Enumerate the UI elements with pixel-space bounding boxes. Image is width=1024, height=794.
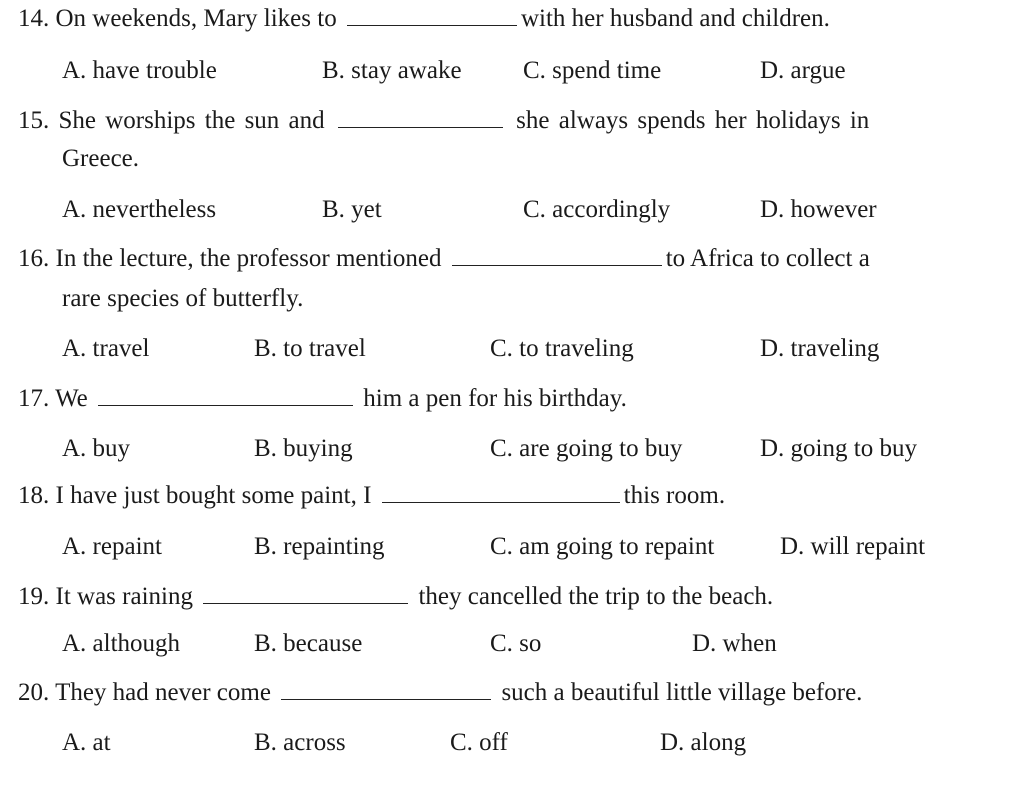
option-b[interactable]: B. to travel [254,335,366,362]
question-14 [18,4,978,34]
question-continuation: rare species of butterfly. [62,285,304,312]
question-text-before: It was raining [55,583,193,610]
question-text-after: they cancelled the trip to the beach. [418,583,774,610]
option-b[interactable]: B. because [254,630,363,657]
question-number: 15. [18,107,50,134]
option-c[interactable]: C. to traveling [490,335,634,362]
option-d[interactable]: D. however [760,196,877,223]
answer-blank[interactable] [338,109,503,128]
question-15 [18,106,978,136]
option-d[interactable]: D. argue [760,57,846,84]
option-d[interactable]: D. along [660,729,747,756]
question-continuation: Greece. [62,145,140,172]
option-d[interactable]: D. traveling [760,335,880,362]
question-text-before: She worships the sun and [58,107,325,134]
question-text-after: this room. [623,482,726,509]
option-c[interactable]: C. are going to buy [490,435,683,462]
question-20 [18,678,978,708]
option-d[interactable]: D. when [692,630,777,657]
option-d[interactable]: D. will repaint [780,533,926,560]
question-text-after: with her husband and children. [520,5,830,32]
question-text-before: We [55,385,88,412]
question-16 [18,244,978,274]
question-number: 17. [18,385,50,412]
answer-blank[interactable] [98,387,353,406]
question-number: 20. [18,679,50,706]
option-b[interactable]: B. stay awake [322,57,462,84]
question-text-after: to Africa to collect a [665,245,870,272]
option-a[interactable]: A. travel [62,335,150,362]
answer-blank[interactable] [452,247,662,266]
question-text-before: In the lecture, the professor mentioned [55,245,442,272]
option-b[interactable]: B. yet [322,196,382,223]
question-text-before: On weekends, Mary likes to [55,5,337,32]
option-a[interactable]: A. although [62,630,181,657]
question-number: 19. [18,583,50,610]
answer-blank[interactable] [203,585,408,604]
option-c[interactable]: C. am going to repaint [490,533,715,560]
question-18 [18,481,978,511]
question-text-before: They had never come [55,679,271,706]
option-a[interactable]: A. repaint [62,533,162,560]
question-number: 18. [18,482,50,509]
question-text-after: him a pen for his birthday. [363,385,627,412]
question-number: 14. [18,5,50,32]
question-text-before: I have just bought some paint, I [55,482,372,509]
answer-blank[interactable] [281,681,491,700]
option-d[interactable]: D. going to buy [760,435,917,462]
option-a[interactable]: A. have trouble [62,57,217,84]
question-text-after: such a beautiful little village before. [501,679,863,706]
option-a[interactable]: A. at [62,729,111,756]
option-b[interactable]: B. buying [254,435,353,462]
option-c[interactable]: C. spend time [523,57,662,84]
option-c[interactable]: C. accordingly [523,196,671,223]
option-a[interactable]: A. buy [62,435,131,462]
option-b[interactable]: B. repainting [254,533,385,560]
option-a[interactable]: A. nevertheless [62,196,217,223]
question-text-after: she always spends her holidays in [516,107,870,134]
question-17 [18,384,978,414]
answer-blank[interactable] [347,7,517,26]
option-c[interactable]: C. off [450,729,508,756]
question-19 [18,582,978,612]
answer-blank[interactable] [382,484,620,503]
question-number: 16. [18,245,50,272]
option-b[interactable]: B. across [254,729,346,756]
option-c[interactable]: C. so [490,630,542,657]
